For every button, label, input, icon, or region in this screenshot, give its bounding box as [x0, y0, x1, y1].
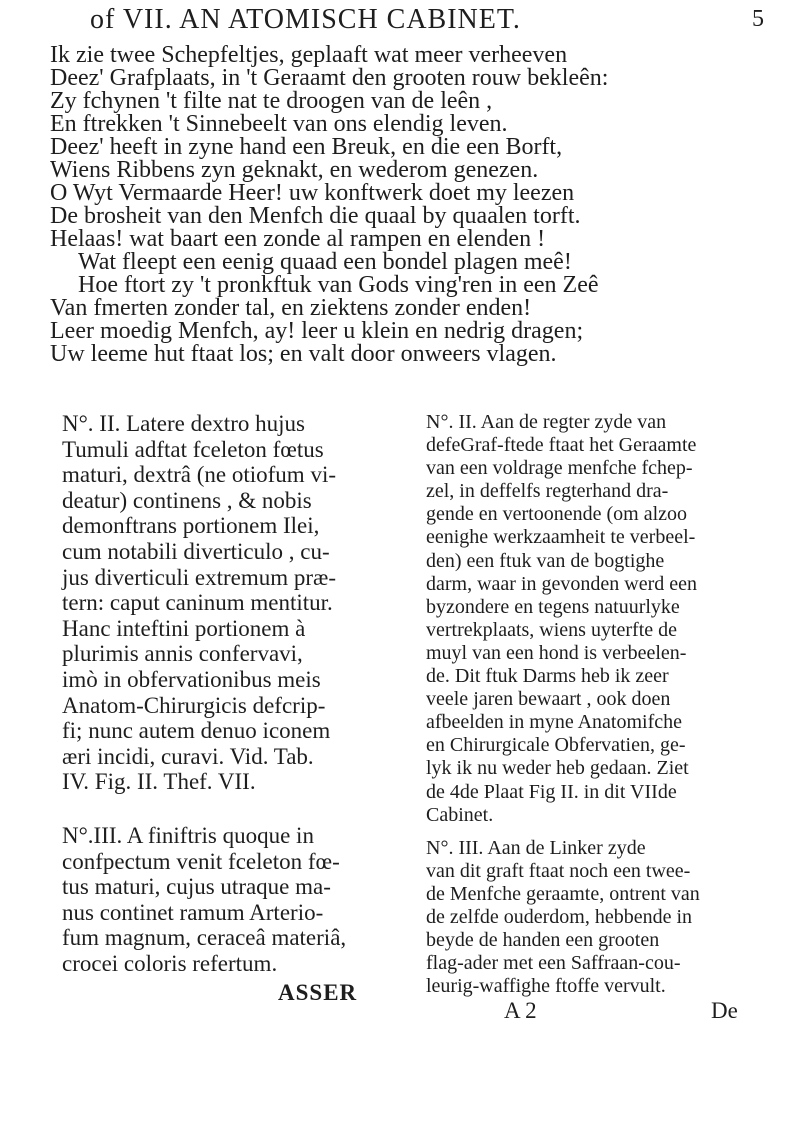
poem-line: Van fmerten zonder tal, en ziektens zonder enden! [50, 295, 532, 321]
poem-line: Uw leeme hut ftaat los; en valt door onweers vlagen. [50, 341, 557, 367]
catchword: ASSER [278, 980, 358, 1006]
poem-line: Deez' Grafplaats, in 't Geraamt den grooten rouw bekleên: [50, 65, 609, 91]
dutch-paragraph-no-2: N°. II. Aan de regter zyde van defeGraf-ftede ftaat het Geraamte van een voldrage menfche fchep- zel, in deffelfs regterhand dra- gende en vertoonende (om alzoo eenighe werkzaamheit te verbeel- den) een ftuk van de bogtighe darm, waar in gevonden werd een byzondere en tegens natuurlyke vertrekplaats, wiens uyterfte de muyl van een hond is verbeelen- de. Dit ftuk Darms heb ik zeer veele jaren bewaart , ook doen afbeelden in myne Anatomifche en Chirurgicale Obfervatien, ge- lyk ik nu weder heb gedaan. Ziet de 4de Plaat Fig II. in dit VIIde Cabinet. [426, 411, 697, 826]
page-header [0, 2, 800, 42]
dutch-paragraph-no-3: N°. III. Aan de Linker zyde van dit graft ftaat noch een twee- de Menfche geraamte, ontrent van de zelfde ouderdom, hebbende in beyde de handen een grooten flag-ader met een Saffraan-cou- leurig-waffighe ftoffe vervult. [426, 836, 700, 998]
latin-paragraph-no-2: N°. II. Latere dextro hujus Tumuli adftat fceleton fœtus maturi, dextrâ (ne otiofum vi- deatur) continens , & nobis demonftrans portionem Ilei, cum notabili diverticulo , cu- jus diverticuli extremum præ- tern: caput caninum mentitur. Hanc inteftini portionem à plurimis annis confervavi, imò in obfervationibus meis Anatom-Chirurgicis defcrip- fi; nunc autem denuo iconem æri incidi, curavi. Vid. Tab. IV. Fig. II. Thef. VII. [62, 411, 337, 795]
running-head: of VII. AN ATOMISCH CABINET. [90, 4, 521, 35]
page-footer [426, 998, 786, 1024]
poem-line: O Wyt Vermaarde Heer! uw konftwerk doet my leezen [50, 180, 575, 206]
catchword: De [711, 998, 738, 1024]
poem-line: Zy fchynen 't filte nat te droogen van de leên , [50, 88, 493, 114]
page-number: 5 [752, 6, 764, 32]
poem-line: Helaas! wat baart een zonde al rampen en elenden ! [50, 226, 546, 252]
poem-line: Deez' heeft in zyne hand een Breuk, en die een Borft, [50, 134, 563, 160]
poem-line: Wiens Ribbens zyn geknakt, en wederom genezen. [50, 157, 539, 183]
dutch-column [426, 411, 786, 1024]
poem [50, 44, 790, 366]
poem-line: Leer moedig Menfch, ay! leer u klein en nedrig dragen; [50, 318, 584, 344]
poem-line: En ftrekken 't Sinnebeelt van ons elendig leven. [50, 111, 508, 137]
poem-line: Hoe ftort zy 't pronkftuk van Gods ving'ren in een Zeê [78, 272, 599, 298]
latin-paragraph-no-3: N°.III. A finiftris quoque in confpectum venit fceleton fœ- tus maturi, cujus utraque ma- nus continet ramum Arterio- fum magnum, ceraceâ materiâ, crocei coloris refertum. [62, 822, 347, 976]
poem-line: De brosheit van den Menfch die quaal by quaalen torft. [50, 203, 581, 229]
signature-mark: A 2 [504, 998, 537, 1024]
latin-column [62, 411, 402, 1006]
poem-line: Wat fleept een eenig quaad een bondel plagen meê! [78, 249, 572, 275]
poem-line: Ik zie twee Schepfeltjes, geplaaft wat meer verheeven [50, 42, 568, 68]
